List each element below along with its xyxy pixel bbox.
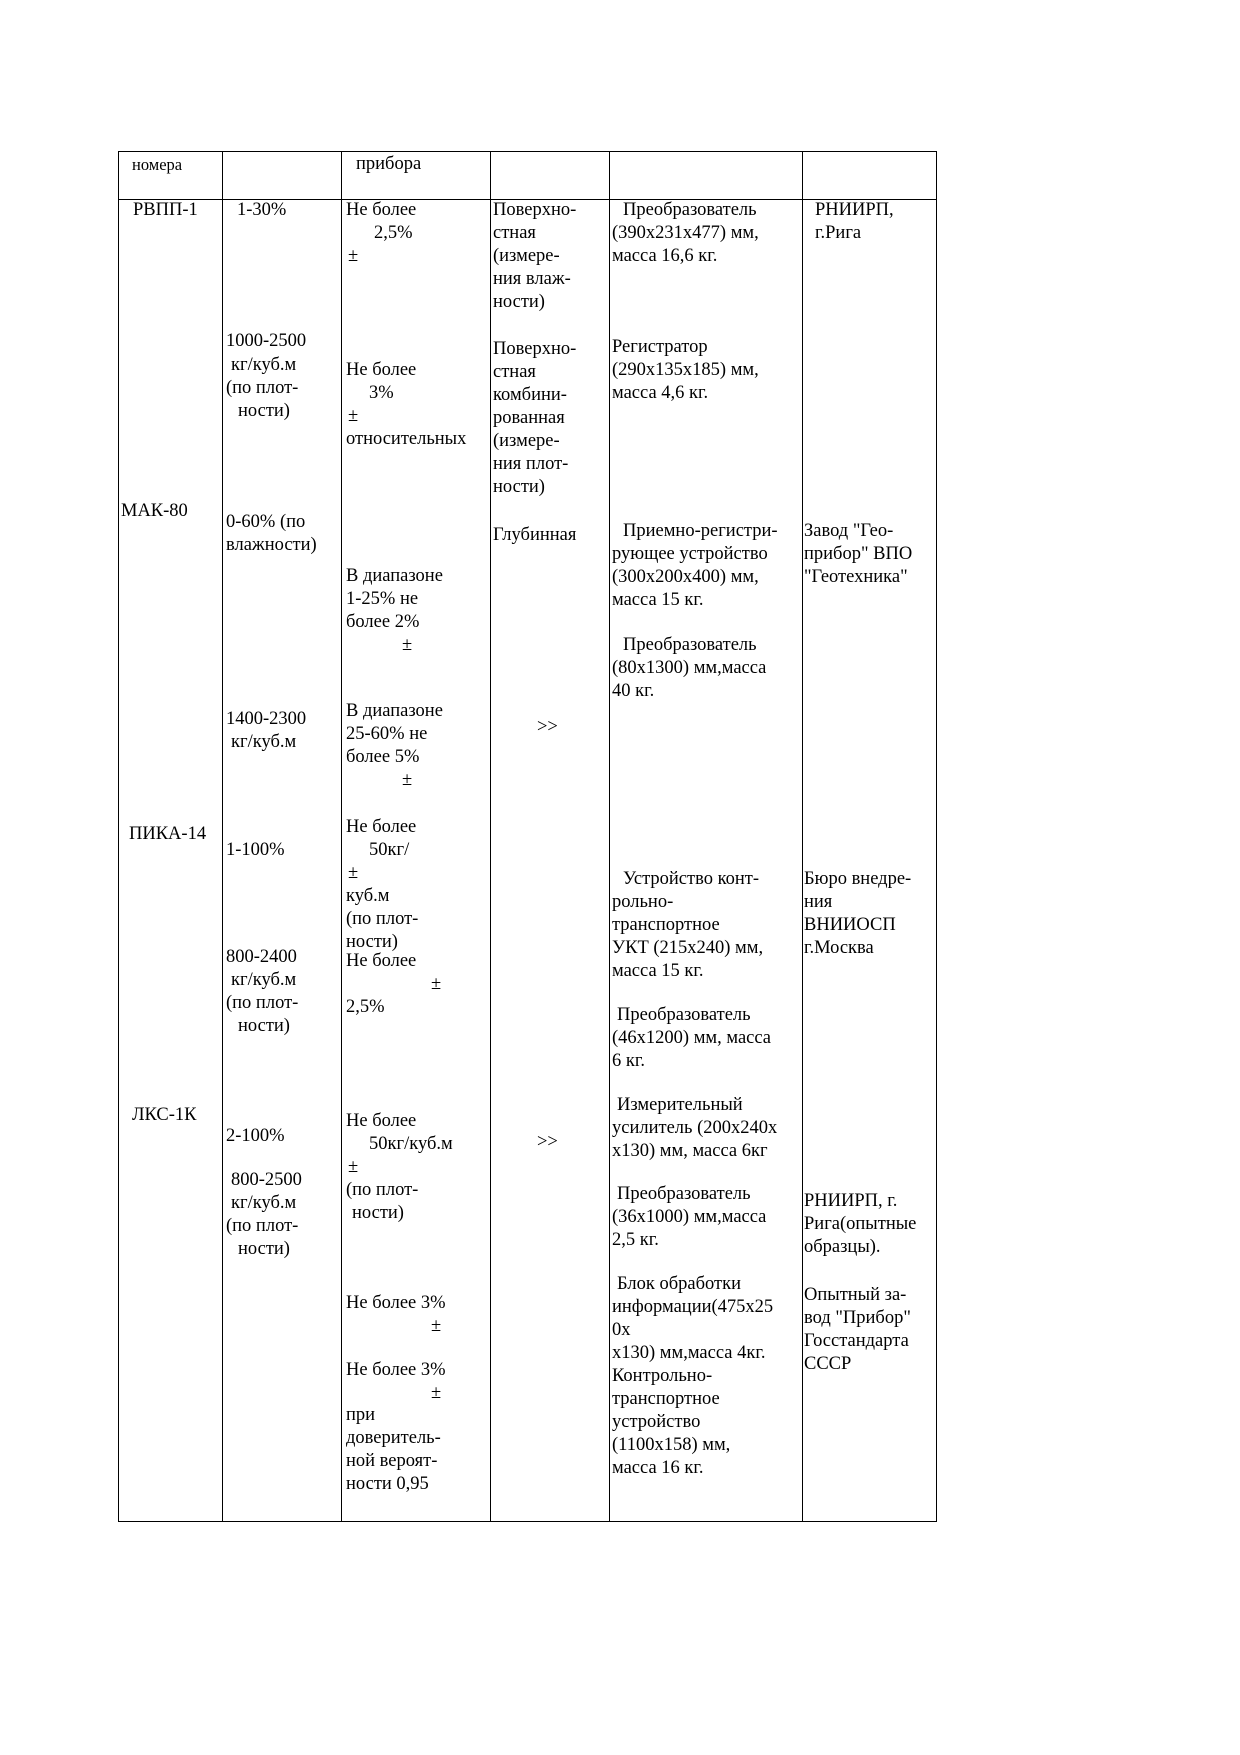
accuracy-line: более 5% xyxy=(346,747,420,767)
accuracy-line: Не более 3% xyxy=(346,1293,446,1313)
range-density-line: ности) xyxy=(238,1239,290,1259)
manufacturer-line: прибор" ВПО xyxy=(804,544,913,564)
range-moisture-line: влажности) xyxy=(226,535,317,555)
same-as-above-mark: >> xyxy=(537,717,558,737)
range-density-line: ности) xyxy=(238,401,290,421)
device-spec-line: рольно- xyxy=(612,892,674,912)
device-spec-line: Преобразователь xyxy=(617,1184,751,1204)
plus-minus-sign: ± xyxy=(348,246,359,266)
device-spec-line: Контрольно- xyxy=(612,1366,713,1386)
method-line: ния плот- xyxy=(493,454,569,474)
device-spec-line: рующее устройство xyxy=(612,544,768,564)
device-spec-line: 2,5 кг. xyxy=(612,1230,659,1250)
method-line: рованная xyxy=(493,408,565,428)
plus-minus-sign: ± xyxy=(348,863,359,883)
accuracy-line: более 2% xyxy=(346,612,420,632)
accuracy-line: ности) xyxy=(352,1203,404,1223)
accuracy-line: 50кг/куб.м xyxy=(369,1134,453,1154)
device-spec-line: (300x200x400) мм, xyxy=(612,567,759,587)
accuracy-line: 1-25% не xyxy=(346,589,419,609)
device-spec-line: Приемно-регистри- xyxy=(623,521,778,541)
device-spec-line: транспортное xyxy=(612,915,720,935)
method-line: комбини- xyxy=(493,385,567,405)
range-density-line: (по плот- xyxy=(226,1216,299,1236)
accuracy-line: 25-60% не xyxy=(346,724,428,744)
range-density-line: кг/куб.м xyxy=(231,970,297,990)
device-spec-line: x130) мм, масса 6кг xyxy=(612,1141,768,1161)
header-number-label: номера xyxy=(132,155,183,174)
device-spec-line: 6 кг. xyxy=(612,1051,645,1071)
manufacturer-line: Завод "Гео- xyxy=(804,521,894,541)
accuracy-line: ной вероят- xyxy=(346,1451,438,1471)
method-line: стная xyxy=(493,223,536,243)
plus-minus-sign: ± xyxy=(431,1383,442,1403)
method-line: Поверхно- xyxy=(493,200,577,220)
plus-minus-sign: ± xyxy=(348,406,359,426)
method-line: стная xyxy=(493,362,536,382)
method-line: (измере- xyxy=(493,246,560,266)
accuracy-line: куб.м xyxy=(346,886,390,906)
manufacturer-line: Опытный за- xyxy=(804,1285,907,1305)
method-line: Поверхно- xyxy=(493,339,577,359)
accuracy-line: доверитель- xyxy=(346,1428,441,1448)
accuracy-line: Не более xyxy=(346,951,417,971)
column-divider xyxy=(802,152,803,1521)
manufacturer-line: ния xyxy=(804,892,833,912)
device-spec-line: информации(475x25 xyxy=(612,1297,774,1317)
range-density-line: кг/куб.м xyxy=(231,355,297,375)
header-device-label: прибора xyxy=(356,154,422,174)
device-spec-line: устройство xyxy=(612,1412,701,1432)
range-density-line: ности) xyxy=(238,1016,290,1036)
device-spec-line: масса 16,6 кг. xyxy=(612,246,718,266)
accuracy-line: Не более 3% xyxy=(346,1360,446,1380)
device-spec-line: масса 4,6 кг. xyxy=(612,383,709,403)
accuracy-line: при xyxy=(346,1405,376,1425)
device-name-rvpp: РВПП-1 xyxy=(133,200,198,220)
plus-minus-sign: ± xyxy=(431,1316,442,1336)
device-spec-line: масса 15 кг. xyxy=(612,590,704,610)
accuracy-line: ности) xyxy=(346,932,398,952)
device-spec-line: Регистратор xyxy=(612,337,708,357)
plus-minus-sign: ± xyxy=(402,770,413,790)
device-spec-line: Преобразователь xyxy=(623,200,757,220)
device-spec-line: транспортное xyxy=(612,1389,720,1409)
method-label: Глубинная xyxy=(493,525,577,545)
manufacturer-line: г.Москва xyxy=(804,938,874,958)
device-name-mak: МАК-80 xyxy=(121,501,188,521)
plus-minus-sign: ± xyxy=(431,974,442,994)
device-spec-line: Преобразователь xyxy=(623,635,757,655)
manufacturer-line: вод "Прибор" xyxy=(804,1308,911,1328)
accuracy-line: Не более xyxy=(346,817,417,837)
accuracy-line: ности 0,95 xyxy=(346,1474,429,1494)
device-spec-line: (1100x158) мм, xyxy=(612,1435,731,1455)
range-moisture-pika: 1-100% xyxy=(226,840,285,860)
manufacturer-line: Бюро внедре- xyxy=(804,869,912,889)
range-density-line: 800-2400 xyxy=(226,947,297,967)
method-line: ности) xyxy=(493,292,545,312)
device-spec-line: Устройство конт- xyxy=(623,869,760,889)
column-divider xyxy=(222,152,223,1521)
device-spec-line: Блок обработки xyxy=(617,1274,741,1294)
device-spec-line: (80x1300) мм,масса xyxy=(612,658,767,678)
accuracy-line: 2,5% xyxy=(374,223,413,243)
device-spec-line: Преобразователь xyxy=(617,1005,751,1025)
column-divider xyxy=(490,152,491,1521)
device-name-lks: ЛКС-1К xyxy=(132,1105,197,1125)
accuracy-line: 50кг/ xyxy=(369,840,410,860)
accuracy-line: Не более xyxy=(346,1111,417,1131)
device-spec-line: (36x1000) мм,масса xyxy=(612,1207,767,1227)
column-divider xyxy=(609,152,610,1521)
range-moisture-lks: 2-100% xyxy=(226,1126,285,1146)
device-spec-line: (290x135x185) мм, xyxy=(612,360,759,380)
accuracy-line: В диапазоне xyxy=(346,566,443,586)
manufacturer-line: ВНИИОСП xyxy=(804,915,896,935)
manufacturer-line: г.Рига xyxy=(815,223,862,243)
accuracy-line: Не более xyxy=(346,360,417,380)
manufacturer-line: СССР xyxy=(804,1354,852,1374)
manufacturer-line: "Геотехника" xyxy=(804,567,908,587)
device-spec-line: 40 кг. xyxy=(612,681,655,701)
device-spec-line: УКТ (215x240) мм, xyxy=(612,938,764,958)
accuracy-line: 3% xyxy=(369,383,394,403)
device-spec-line: Измерительный xyxy=(617,1095,743,1115)
accuracy-line: В диапазоне xyxy=(346,701,443,721)
device-spec-line: масса 16 кг. xyxy=(612,1458,704,1478)
device-spec-line: масса 15 кг. xyxy=(612,961,704,981)
device-spec-line: (46x1200) мм, масса xyxy=(612,1028,772,1048)
range-density-line: 1400-2300 xyxy=(226,709,307,729)
range-moisture-rvpp: 1-30% xyxy=(237,200,287,220)
range-density-line: 1000-2500 xyxy=(226,331,307,351)
accuracy-line: (по плот- xyxy=(346,909,419,929)
accuracy-line: относительных xyxy=(346,429,467,449)
device-spec-line: 0x xyxy=(612,1320,631,1340)
plus-minus-sign: ± xyxy=(402,635,413,655)
range-density-line: (по плот- xyxy=(226,378,299,398)
device-spec-line: x130) мм,масса 4кг. xyxy=(612,1343,766,1363)
accuracy-line: Не более xyxy=(346,200,417,220)
accuracy-line: (по плот- xyxy=(346,1180,419,1200)
device-spec-line: (390x231x477) мм, xyxy=(612,223,759,243)
range-density-line: (по плот- xyxy=(226,993,299,1013)
manufacturer-line: Госстандарта xyxy=(804,1331,909,1351)
device-name-pika: ПИКА-14 xyxy=(129,824,207,844)
manufacturer-line: РНИИРП, г. xyxy=(804,1191,898,1211)
method-line: ния влаж- xyxy=(493,269,571,289)
range-moisture-line: 0-60% (по xyxy=(226,512,306,532)
method-line: ности) xyxy=(493,477,545,497)
range-density-line: 800-2500 xyxy=(231,1170,302,1190)
range-density-line: кг/куб.м xyxy=(231,1193,297,1213)
same-as-above-mark: >> xyxy=(537,1132,558,1152)
manufacturer-line: РНИИРП, xyxy=(815,200,894,220)
accuracy-line: 2,5% xyxy=(346,997,385,1017)
manufacturer-line: Рига(опытные xyxy=(804,1214,917,1234)
method-line: (измере- xyxy=(493,431,560,451)
plus-minus-sign: ± xyxy=(348,1157,359,1177)
manufacturer-line: образцы). xyxy=(804,1237,881,1257)
range-density-line: кг/куб.м xyxy=(231,732,297,752)
column-divider xyxy=(341,152,342,1521)
device-spec-line: усилитель (200x240x xyxy=(612,1118,778,1138)
